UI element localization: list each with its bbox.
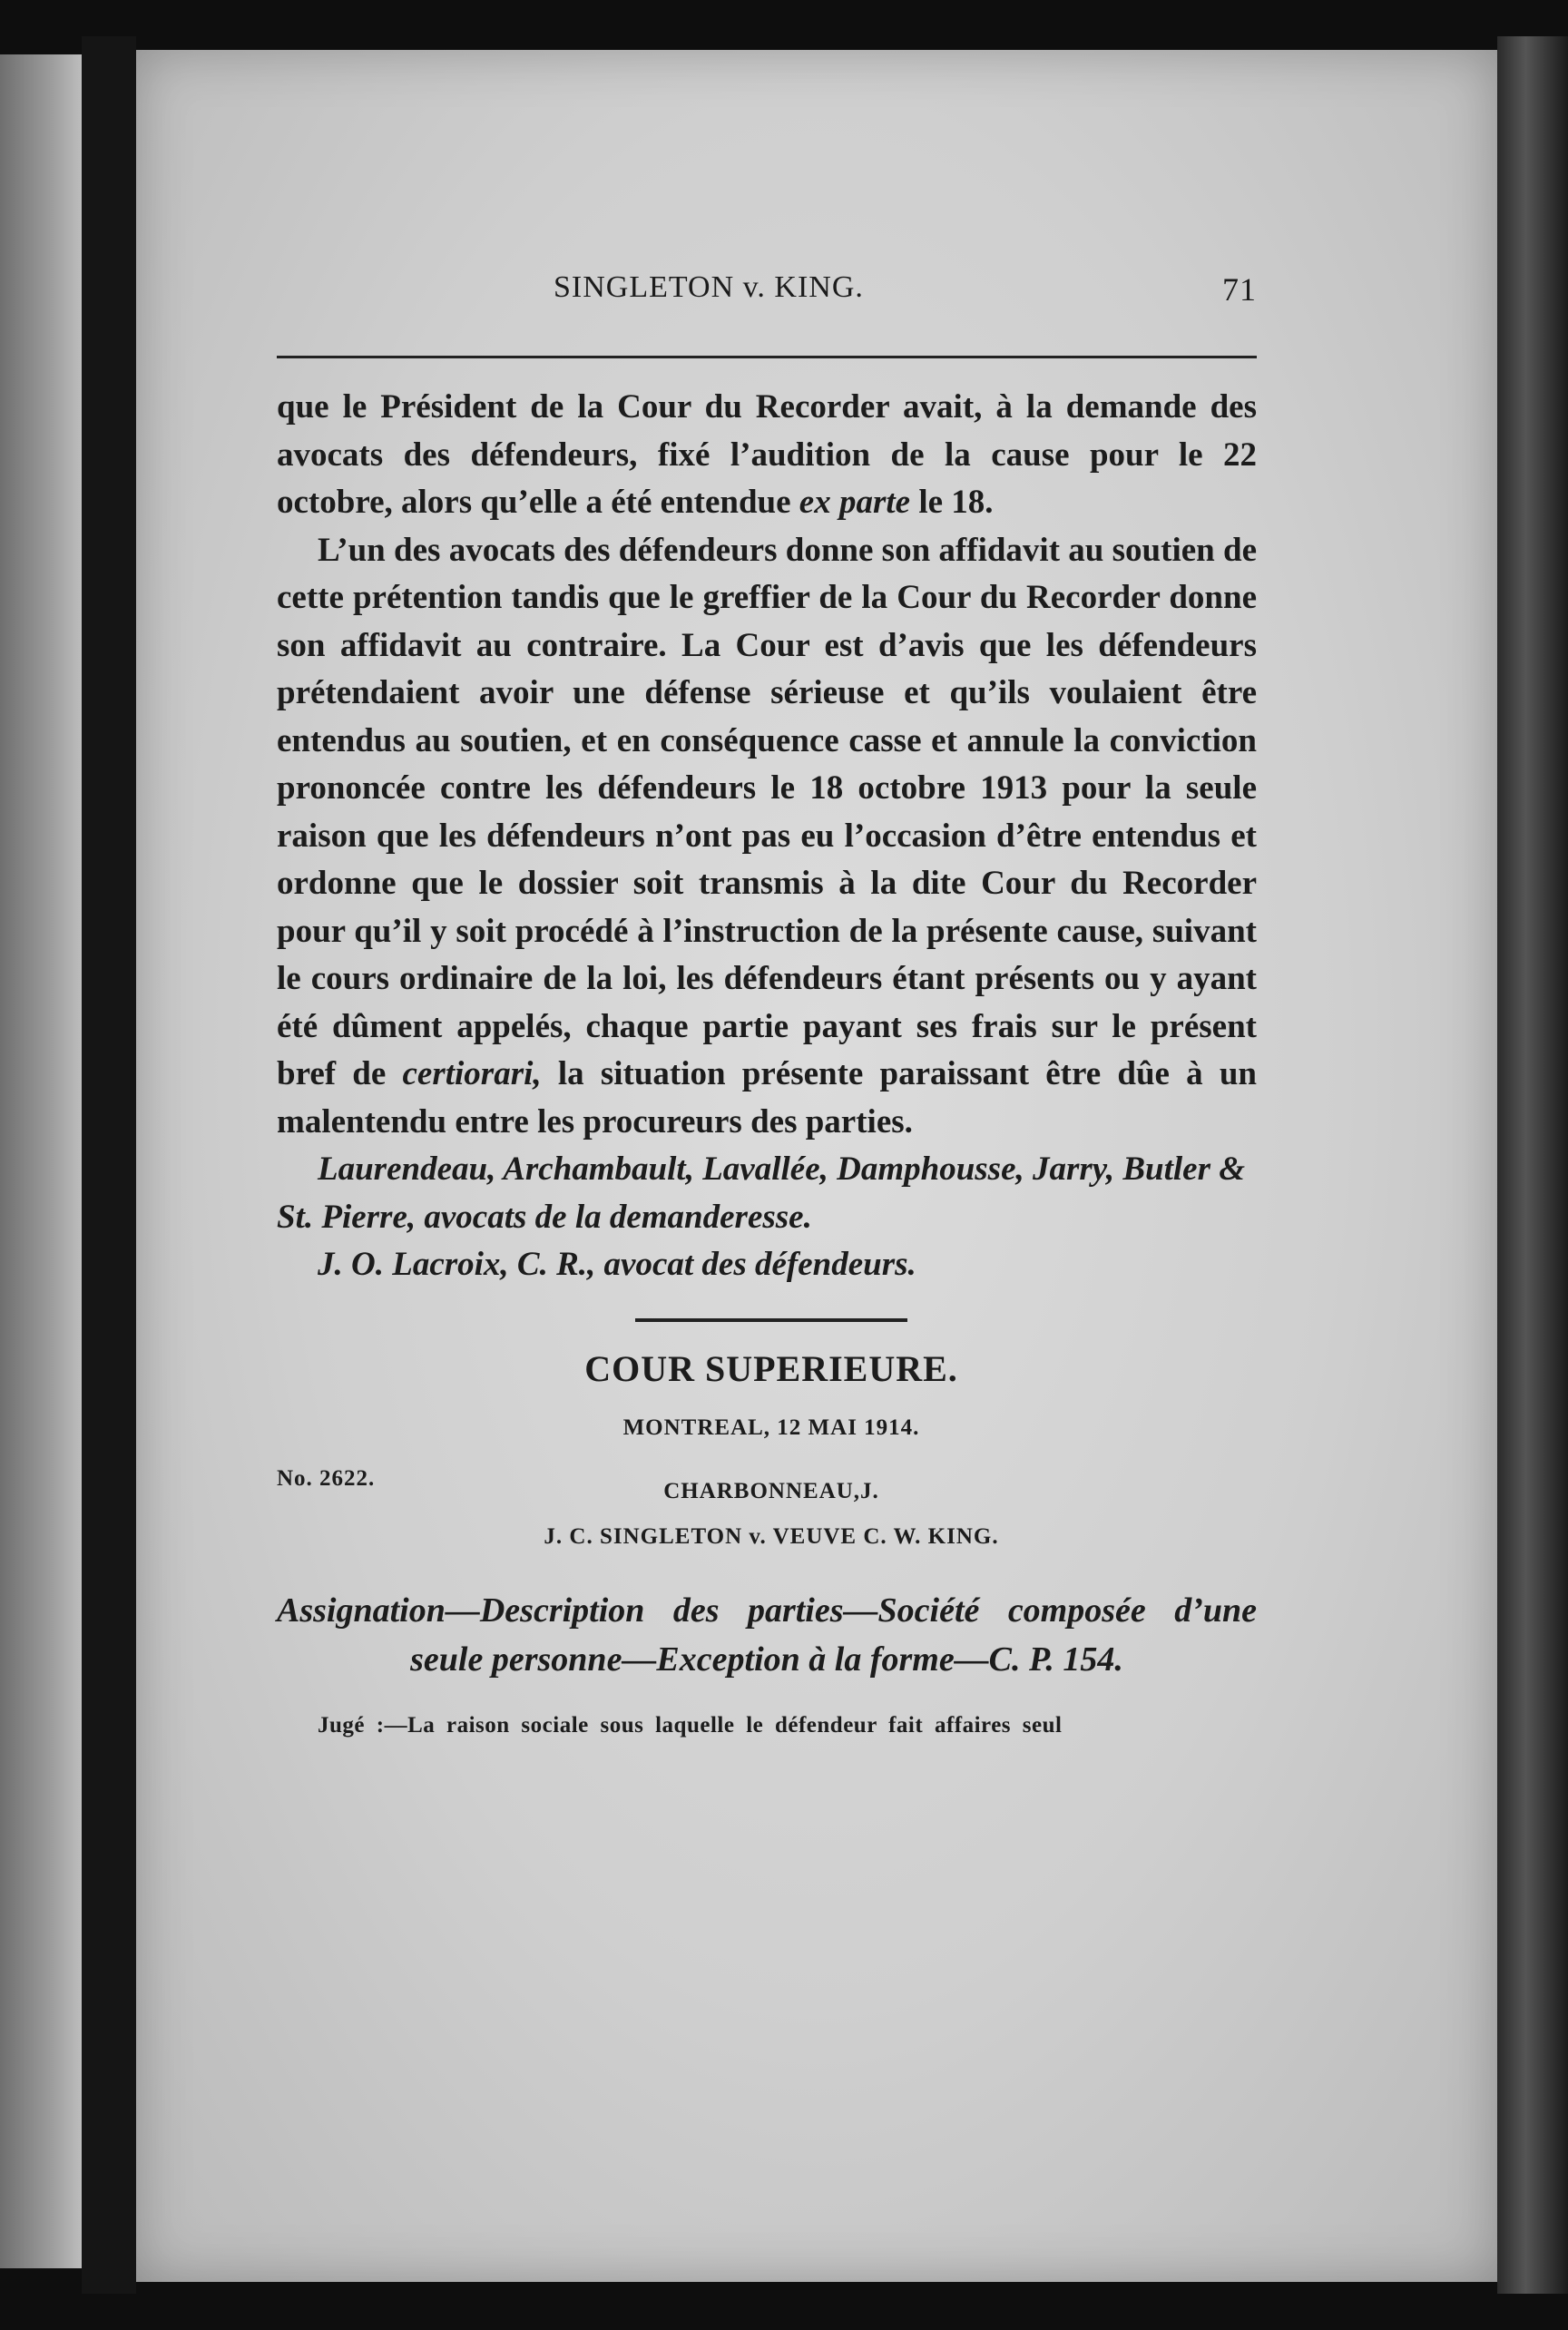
counsel-defendant: J. O. Lacroix, C. R., avocat des défendeurs. [318, 1246, 916, 1283]
ex-parte-italic: ex parte [799, 484, 911, 521]
page-number: 71 [1222, 271, 1257, 308]
right-page-edge [1497, 36, 1568, 2294]
section-rule [635, 1318, 907, 1322]
juge-text: —La raison sociale sous laquelle le défendeur fait affaires seul [384, 1712, 1063, 1738]
court-title: COUR SUPERIEURE. [584, 1347, 958, 1389]
paragraph-judgment-end: la situation présente paraissant être dûe à un malentendu entre les procureurs des parties. [277, 1055, 1258, 1141]
paragraph-continuation-text: que le Président de la Cour du Recorder avait, à la demande des avocats des défendeurs, fixé l’audition de la cause pour le 22 octobre, alors qu’elle a été entendue [277, 388, 1257, 521]
judge-name: CHARBONNEAU,J. [663, 1478, 879, 1503]
juge-label: Jugé : [318, 1712, 385, 1738]
page-text [277, 263, 1266, 1738]
paragraph-judgment [277, 527, 1266, 1147]
running-head [277, 263, 1266, 327]
case-number: No. 2622. [277, 1465, 376, 1491]
place-date: MONTREAL, 12 MAI 1914. [622, 1415, 920, 1440]
paragraph-continuation [277, 384, 1266, 527]
juge-line [277, 1713, 1266, 1738]
headnote: Assignation—Description des parties—Société composée d’une seule personne—Exception à la forme—C. P. 154. [277, 1591, 1257, 1679]
running-head-title: SINGLETON v. KING. [554, 270, 864, 304]
case-meta [277, 1410, 1266, 1501]
counsel-plaintiff: Laurendeau, Archambault, Lavallée, Damphousse, Jarry, Butler & St. Pierre, avocats de la demanderesse. [277, 1150, 1246, 1236]
case-parties: J. C. SINGLETON v. VEUVE C. W. KING. [544, 1523, 999, 1549]
header-rule [277, 356, 1257, 358]
paragraph-judgment-text: L’un des avocats des défendeurs donne son affidavit au soutien de cette prétention tandis que le greffier de la Cour du Recorder donne son affidavit au contraire. La Cour est d’avis que les défendeurs prétendaient avoir une défense sérieuse et qu’ils voulaient être entendus au soutien, et en conséquence casse et annule la conviction prononcée contre les défendeurs le 18 octobre 1913 pour la seule raison que les défendeurs n’ont pas eu l’occasion d’être entendus et ordonne que le dossier soit transmis à la dite Cour du Recorder pour qu’il y soit procédé à l’instruction de la présente cause, suivant le cours ordinaire de la loi, les défendeurs étant présents ou y ayant été dûment appelés, chaque partie payant ses frais sur le présent bref de [277, 531, 1257, 1092]
paragraph-continuation-end: le 18. [910, 484, 994, 521]
previous-page-edge [0, 54, 82, 2268]
book-gutter [82, 36, 136, 2294]
certiorari-italic: certiorari, [402, 1055, 542, 1092]
